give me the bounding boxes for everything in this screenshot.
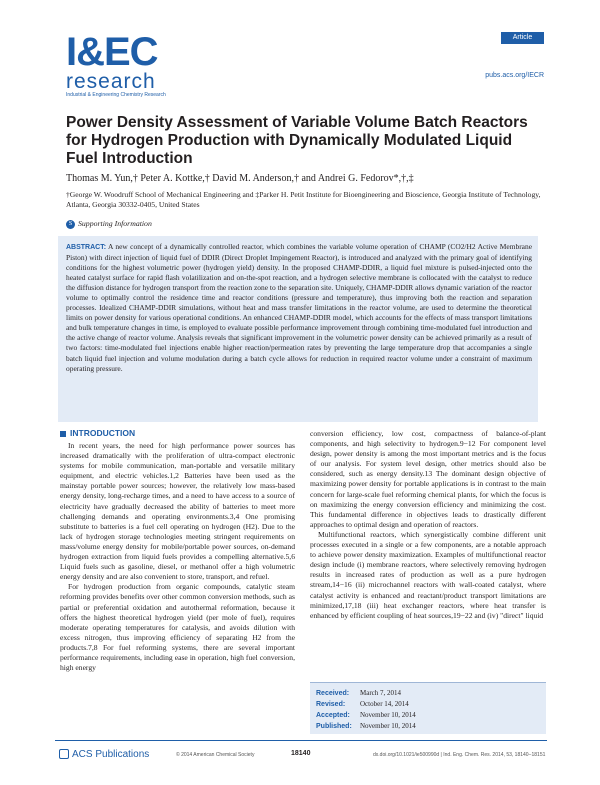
abstract-box <box>58 236 538 422</box>
paragraph: For hydrogen production from organic compounds, catalytic steam reforming provides benefits over other common conversion methods, such as partial or preferential oxidation and autothermal reformation, because it offers the highest theoretical hydrogen yield (per mole of fuel), requires moderate operating temperatures for catalysis, and avoids dilution with excess nitrogen, thus improving efficiency of separating H2 from the products.7,8 For fuel reforming systems, there are several important performance requirements, including ease in operation, high fuel conversion, high energy <box>60 582 295 673</box>
date-row <box>316 710 540 721</box>
date-value: November 10, 2014 <box>360 711 416 719</box>
paper-title: Power Density Assessment of Variable Volume Batch Reactors for Hydrogen Production with Dynamically Modulated Liquid Fuel Introduction <box>66 114 528 167</box>
date-label: Published: <box>316 723 352 730</box>
footer-divider <box>55 740 547 741</box>
journal-url-link[interactable]: pubs.acs.org/IECR <box>485 72 544 79</box>
logo-research: research <box>66 70 156 93</box>
affiliation: †George W. Woodruff School of Mechanical Engineering and ‡Parker H. Petit Institute for Bioengineering and Bioscience, Georgia Institute of Technology, Atlanta, Georgia 30332-0405, United States <box>66 190 541 209</box>
paragraph: conversion efficiency, low cost, compactness of balance-of-plant components, and high selectivity to hydrogen.9−12 For component level design, power density is among the most important metrics and is the focus of our analysis. For system level design, other metrics should also be considered, such as energy density.13 The dominant design objective of maximizing power density for portable applications is in contrast to the main concern for large-scale fuel reforming chemical plants, for which the focus is on maximizing the energy conversion efficiency and minimizing the cost. This fundamental difference in objectives leads to drastically different approaches to optimal design and operation of reactors. <box>310 429 546 529</box>
date-value: October 14, 2014 <box>360 700 409 708</box>
abstract-text: A new concept of a dynamically controlled reactor, which combines the variable volume operation of CHAMP (CO2/H2 Active Membrane Piston) with direct injection of liquid fuel of DDIR (Direct Droplet Impingement Reactor), is introduced and analyzed with the primary goal of identifying conditions for the highest volumetric power (hydrogen yield) density. In the proposed CHAMP-DDIR, a liquid fuel mixture is pulsed-injected onto the heated catalyst surface for rapid flash volatilization and on-the-spot reaction, and a hydrogen selective membrane is collocated with the catalyst to reduce the diffusion distance for hydrogen transport from the reaction zone to the separation site. Uniquely, CHAMP-DDIR allows dynamic variation of the reactor volume to optimally control the residence time and reactor conditions (pressure and temperature), thus improving both the reaction and separation processes. Idealized CHAMP-DDIR simulations, without heat and mass transfer limitations in the reactor volume, are used to determine the theoretical limits on power density for various operational conditions. An enhanced CHAMP-DDIR model, which accounts for the effects of mass transport limitations and bulk temperature changes in time, is employed to evaluate possible performance improvement through combining time-modulated fuel introduction and the active change of reactor volume. Analysis reveals that significant improvement in the volumetric power density can be achieved primarily as a result of two factors: time-modulated fuel injections enable higher reaction/permeation rates by preventing the large temperature drop that accompanies a single batch liquid fuel injection and volume modulation during a batch cycle allows for reduction in required reactor volume under a constraint of maximum operating pressure. <box>66 242 532 373</box>
author-list: Thomas M. Yun,† Peter A. Kottke,† David M. Anderson,† and Andrei G. Fedorov*,†,‡ <box>66 173 414 184</box>
date-value: March 7, 2014 <box>360 689 402 697</box>
logo-main: I&EC <box>66 30 158 74</box>
date-row <box>316 688 540 699</box>
section-square-icon <box>60 431 66 437</box>
acs-mark-icon <box>59 749 69 759</box>
supporting-info-label: Supporting Information <box>78 219 152 228</box>
article-type-badge: Article <box>501 32 544 44</box>
date-label: Revised: <box>316 701 346 708</box>
paragraph: Multifunctional reactors, which synergistically combine different unit processes executed in a single or a few components, are a notable approach to achieve power density maximization. Examples of multifunctional reactor design include (i) membrane reactors, where selectively removing hydrogen results in increased rates of production as well as a pure hydrogen stream,14−16 (ii) microchannel reactors with wall-coated catalyst, where catalyst activity is enhanced and reactant/product transport limitations are minimized,17,18 (iii) heat exchanger reactors, where heat transfer is enhanced by efficient coupling of heat sources,19−22 and (iv) "direct" liquid <box>310 529 546 620</box>
date-value: November 10, 2014 <box>360 722 416 730</box>
journal-logo <box>66 32 196 112</box>
page-number: 18140 <box>291 750 311 757</box>
date-row <box>316 699 540 710</box>
supporting-info-icon: S <box>66 220 75 229</box>
logo-subtitle: Industrial & Engineering Chemistry Research <box>66 92 166 98</box>
publisher-name: ACS Publications <box>72 749 150 760</box>
date-label: Accepted: <box>316 712 350 719</box>
section-heading-introduction <box>60 428 135 438</box>
paragraph: In recent years, the need for high performance power sources has increased dramatically with the proliferation of ultra-compact electronic systems for mobile communication, man-portable and versatile military equipment, and electric vehicles.1,2 Batteries have been used as the mainstay portable power sources; however, the relatively low mass-based energy density, long-recharge times, and a need to have access to a source of electricity have gradually decreased the ability of batteries to meet more challenging demands and operating environments.3,4 One promising substitute to batteries is a fuel cell operating on hydrogen (H2). Due to the lack of hydrogen storage technologies meeting stringent requirements on mass/volume energy density for mobile/portable power sources, on-demand hydrogen extraction from liquid fuels provides a compelling alternative.5,6 Liquid fuels such as gasoline, diesel, or methanol offer a high volumetric energy density and are also convenient to store, transport, and refuel. <box>60 441 295 582</box>
date-label: Received: <box>316 690 350 697</box>
supporting-information-link[interactable] <box>66 219 152 229</box>
acs-publications-logo[interactable] <box>59 749 149 760</box>
doi-citation[interactable]: dx.doi.org/10.1021/ie500990d | Ind. Eng. Chem. Res. 2014, 53, 18140−18151 <box>373 752 546 758</box>
abstract-label: ABSTRACT: <box>66 244 107 251</box>
copyright-notice: © 2014 American Chemical Society <box>176 752 255 758</box>
publication-dates-box <box>310 682 546 734</box>
left-column <box>60 441 295 673</box>
section-heading-label: INTRODUCTION <box>70 428 136 438</box>
right-column <box>310 429 546 621</box>
date-row <box>316 721 540 732</box>
